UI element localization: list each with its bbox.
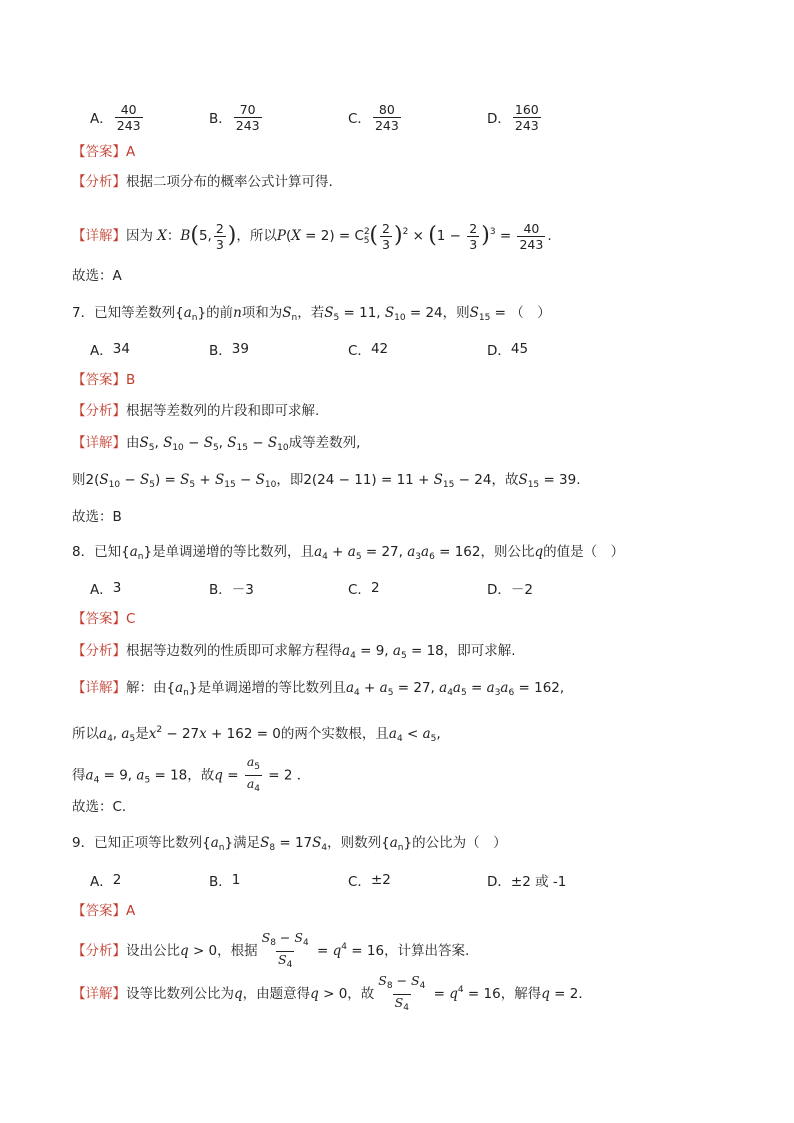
analysis-text: 根据等边数列的性质即可求解方程得 bbox=[126, 643, 342, 659]
q8-option-c bbox=[348, 578, 380, 598]
stem-text: 满足 bbox=[233, 835, 261, 851]
fraction bbox=[513, 102, 541, 133]
q8-so: 所以$a_4$, $a_5$是$x^2 - 27x + 162 = 0$的两个实数根，且$a_4 < a_5$, bbox=[72, 725, 441, 744]
option-label: C． bbox=[348, 343, 371, 359]
option-value: －3 bbox=[231, 582, 254, 598]
q7-stem: 7．已知等差数列$\{a_n\}$的前n项和为$S_n$，若$S_5 = 11$, $S_{10} = 24$，则$S_{15}$ = （ ） bbox=[72, 305, 551, 323]
stem-text: 的公比为（ ） bbox=[412, 835, 507, 851]
detail-text: ，故 bbox=[347, 986, 375, 1002]
q6-options bbox=[72, 100, 732, 134]
fraction: $\frac{a_5}{a_4}$ bbox=[245, 754, 262, 797]
analysis-text: ，根据 bbox=[217, 943, 258, 959]
fraction: $\frac{2}{3}$ bbox=[215, 220, 224, 252]
fraction bbox=[373, 102, 401, 133]
q6-answer bbox=[72, 142, 135, 162]
analysis-text: 根据二项分布的概率公式计算可得. bbox=[126, 174, 333, 190]
analysis-text: ，计算出答案. bbox=[384, 943, 470, 959]
analysis-text: 根据等差数列的片段和即可求解. bbox=[126, 403, 320, 419]
q7-option-b bbox=[209, 339, 249, 359]
option-value: ±2 或 -1 bbox=[510, 874, 567, 890]
answer-tag: 【答案】 bbox=[72, 903, 126, 919]
option-value: 34 bbox=[112, 341, 130, 357]
q7-option-c bbox=[348, 339, 388, 359]
numerator: 70 bbox=[239, 101, 256, 117]
detail-tag: 【详解】 bbox=[72, 986, 126, 1002]
choice-text: 故选：C． bbox=[72, 799, 136, 815]
stem-text: 8．已知 bbox=[72, 544, 122, 560]
numerator: 160 bbox=[514, 101, 539, 117]
option-value: 45 bbox=[510, 341, 529, 357]
analysis-tag: 【分析】 bbox=[72, 643, 126, 659]
choice-text: 故选：B bbox=[72, 509, 122, 525]
stem-text: 的值是（ ） bbox=[543, 544, 625, 560]
q8-choice bbox=[72, 797, 135, 817]
detail-text: ，所以 bbox=[236, 228, 277, 244]
detail-text: ，解得 bbox=[500, 986, 542, 1002]
option-label: D． bbox=[487, 582, 511, 598]
stem-text: 9．已知正项等比数列 bbox=[72, 835, 203, 851]
detail-text: 成等差数列, bbox=[288, 435, 361, 451]
q6-analysis bbox=[72, 172, 333, 192]
q9-option-d bbox=[487, 870, 566, 890]
q6-option-d bbox=[487, 100, 543, 134]
q8-detail: 【详解】解：由$\{a_n\}$是单调递增的等比数列且$a_4 + a_5 = 27$, $a_4a_5 = a_3a_6 = 162$, bbox=[72, 680, 565, 698]
stem-text: 7．已知等差数列 bbox=[72, 305, 176, 321]
fraction: $\frac{S_8 - S_4}{S_4}$ bbox=[260, 930, 311, 973]
detail-text: 解：由 bbox=[126, 680, 167, 696]
stem-text: ，则 bbox=[442, 305, 470, 321]
option-label: D． bbox=[487, 343, 511, 359]
q7-choice bbox=[72, 507, 122, 527]
stem-text: ，若 bbox=[297, 305, 325, 321]
analysis-tag: 【分析】 bbox=[72, 943, 126, 959]
q8-get: 得$a_4 = 9$, $a_5 = 18$，故q = $\frac{a_5}{a_4}$ = 2 ． bbox=[72, 754, 310, 799]
option-value: 2 bbox=[112, 872, 122, 888]
option-value: 2 bbox=[370, 580, 380, 596]
q8-analysis: 【分析】根据等边数列的性质即可求解方程得$a_4 = 9$, $a_5 = 18$，即可求解. bbox=[72, 643, 516, 661]
detail-text: 所以 bbox=[72, 726, 99, 742]
denominator: 243 bbox=[514, 117, 539, 133]
q8-options bbox=[72, 578, 732, 598]
numerator: 40 bbox=[120, 101, 137, 117]
q9-answer bbox=[72, 901, 135, 921]
analysis-text: ，即可求解. bbox=[443, 643, 516, 659]
option-value: 1 bbox=[231, 872, 241, 888]
analysis-text: 设出公比 bbox=[126, 943, 180, 959]
option-label: C． bbox=[348, 874, 371, 890]
option-label: A． bbox=[90, 582, 113, 598]
q7-option-d bbox=[487, 339, 528, 359]
analysis-tag: 【分析】 bbox=[72, 174, 126, 190]
q7-analysis bbox=[72, 401, 319, 421]
option-label: D． bbox=[487, 874, 511, 890]
detail-tag: 【详解】 bbox=[72, 228, 126, 244]
q9-option-c bbox=[348, 870, 391, 890]
option-value: 39 bbox=[231, 341, 249, 357]
q8-answer bbox=[72, 609, 135, 629]
answer-tag: 【答案】 bbox=[72, 611, 126, 627]
option-label: B． bbox=[209, 874, 232, 890]
choice-text: 故选：A bbox=[72, 268, 122, 284]
fraction bbox=[115, 102, 143, 133]
q8-option-a bbox=[90, 578, 121, 598]
q7-detail: 【详解】由$S_5$, $S_{10} - S_5$, $S_{15} - S_{10}$成等差数列, bbox=[72, 435, 361, 453]
numerator: 80 bbox=[378, 101, 395, 117]
detail-text: 得 bbox=[72, 767, 86, 784]
option-label: C． bbox=[348, 582, 371, 598]
q9-option-a bbox=[90, 870, 121, 890]
q9-detail: 【详解】设等比数列公比为q，由题意得q > 0，故 $\frac{S_8 - S_4}{S_4}$ = $q^4 = 16$，解得q = 2． bbox=[72, 972, 592, 1016]
detail-tag: 【详解】 bbox=[72, 680, 126, 696]
detail-text: 是单调递增的等比数列且 bbox=[197, 680, 346, 696]
q8-option-d bbox=[487, 578, 533, 598]
option-label: A． bbox=[90, 343, 113, 359]
stem-text: 项和为 bbox=[241, 305, 283, 321]
denominator: 243 bbox=[235, 117, 260, 133]
option-label: B． bbox=[209, 582, 232, 598]
detail-text: 因为 bbox=[126, 228, 153, 244]
denominator: 243 bbox=[374, 117, 399, 133]
q9-options bbox=[72, 870, 732, 890]
q6-detail: 【详解】因为 X：B(5, $\frac{2}{3}$ )，所以$P(X = 2) = C^2_5$( $\frac{2}{3}$ )$^2$ × (1 − $\frac{2}{3}$ )$^3$ = $\frac{40}{243}$ . bbox=[72, 220, 552, 252]
answer-value: B bbox=[126, 372, 136, 388]
analysis-tag: 【分析】 bbox=[72, 403, 126, 419]
option-label: D． bbox=[487, 111, 511, 127]
q9-option-b bbox=[209, 870, 240, 890]
stem-text: 的前 bbox=[206, 305, 234, 321]
q6-option-b bbox=[209, 100, 264, 134]
detail-text: 则 bbox=[72, 472, 86, 488]
fraction: $\frac{S_8 - S_4}{S_4}$ bbox=[376, 973, 427, 1016]
option-label: A． bbox=[90, 874, 113, 890]
option-value: －2 bbox=[510, 582, 533, 598]
math: X bbox=[157, 228, 167, 244]
stem-text: ，则数列 bbox=[327, 835, 382, 851]
q9-stem: 9．已知正项等比数列$\{a_n\}$满足$S_8 = 17S_4$，则数列$\{a_n\}$的公比为（ ） bbox=[72, 835, 507, 853]
stem-text: 是单调递增的等比数列，且 bbox=[152, 544, 315, 560]
detail-text: 设等比数列公比为 bbox=[126, 986, 234, 1002]
answer-value: C bbox=[126, 611, 136, 627]
detail-text: ，由题意得 bbox=[242, 986, 311, 1002]
option-label: A． bbox=[90, 111, 113, 127]
answer-tag: 【答案】 bbox=[72, 372, 126, 388]
detail-text: 的两个实数根，且 bbox=[280, 726, 389, 742]
denominator: 243 bbox=[116, 117, 141, 133]
q6-choice bbox=[72, 266, 122, 286]
detail-text: ，故 bbox=[187, 767, 215, 784]
stem-text: （ ） bbox=[510, 305, 551, 321]
answer-value: A bbox=[126, 903, 136, 919]
detail-tag: 【详解】 bbox=[72, 435, 126, 451]
q6-option-a bbox=[90, 100, 145, 134]
answer-tag: 【答案】 bbox=[72, 144, 126, 160]
q8-option-b bbox=[209, 578, 254, 598]
stem-text: ，则公比 bbox=[480, 544, 535, 560]
q7-option-a bbox=[90, 339, 130, 359]
option-value: 42 bbox=[370, 341, 389, 357]
detail-text: ，即 bbox=[276, 472, 304, 488]
q7-answer bbox=[72, 370, 135, 390]
option-value: 3 bbox=[112, 580, 122, 596]
option-label: C． bbox=[348, 111, 371, 127]
q7-then: 则$2(S_{10} - S_5) = S_5 + S_{15} - S_{10}$，即$2(24 - 11) = 11 + S_{15} - 24$，故$S_{15} = 39$. bbox=[72, 472, 581, 490]
detail-text: 由 bbox=[126, 435, 140, 451]
answer-value: A bbox=[126, 144, 136, 160]
q8-stem: 8．已知$\{a_n\}$是单调递增的等比数列，且$a_4 + a_5 = 27$, $a_3a_6 = 162$，则公比q的值是（ ） bbox=[72, 544, 625, 562]
option-label: B． bbox=[209, 343, 232, 359]
q6-option-c bbox=[348, 100, 403, 134]
fraction bbox=[234, 102, 262, 133]
detail-text: 是 bbox=[135, 726, 149, 742]
q7-options bbox=[72, 339, 732, 359]
option-value: ±2 bbox=[370, 872, 391, 888]
option-label: B． bbox=[209, 111, 232, 127]
detail-text: ，故 bbox=[491, 472, 519, 488]
q9-analysis: 【分析】设出公比q > 0，根据 $\frac{S_8 - S_4}{S_4}$ = $q^4 = 16$，计算出答案. bbox=[72, 929, 469, 973]
